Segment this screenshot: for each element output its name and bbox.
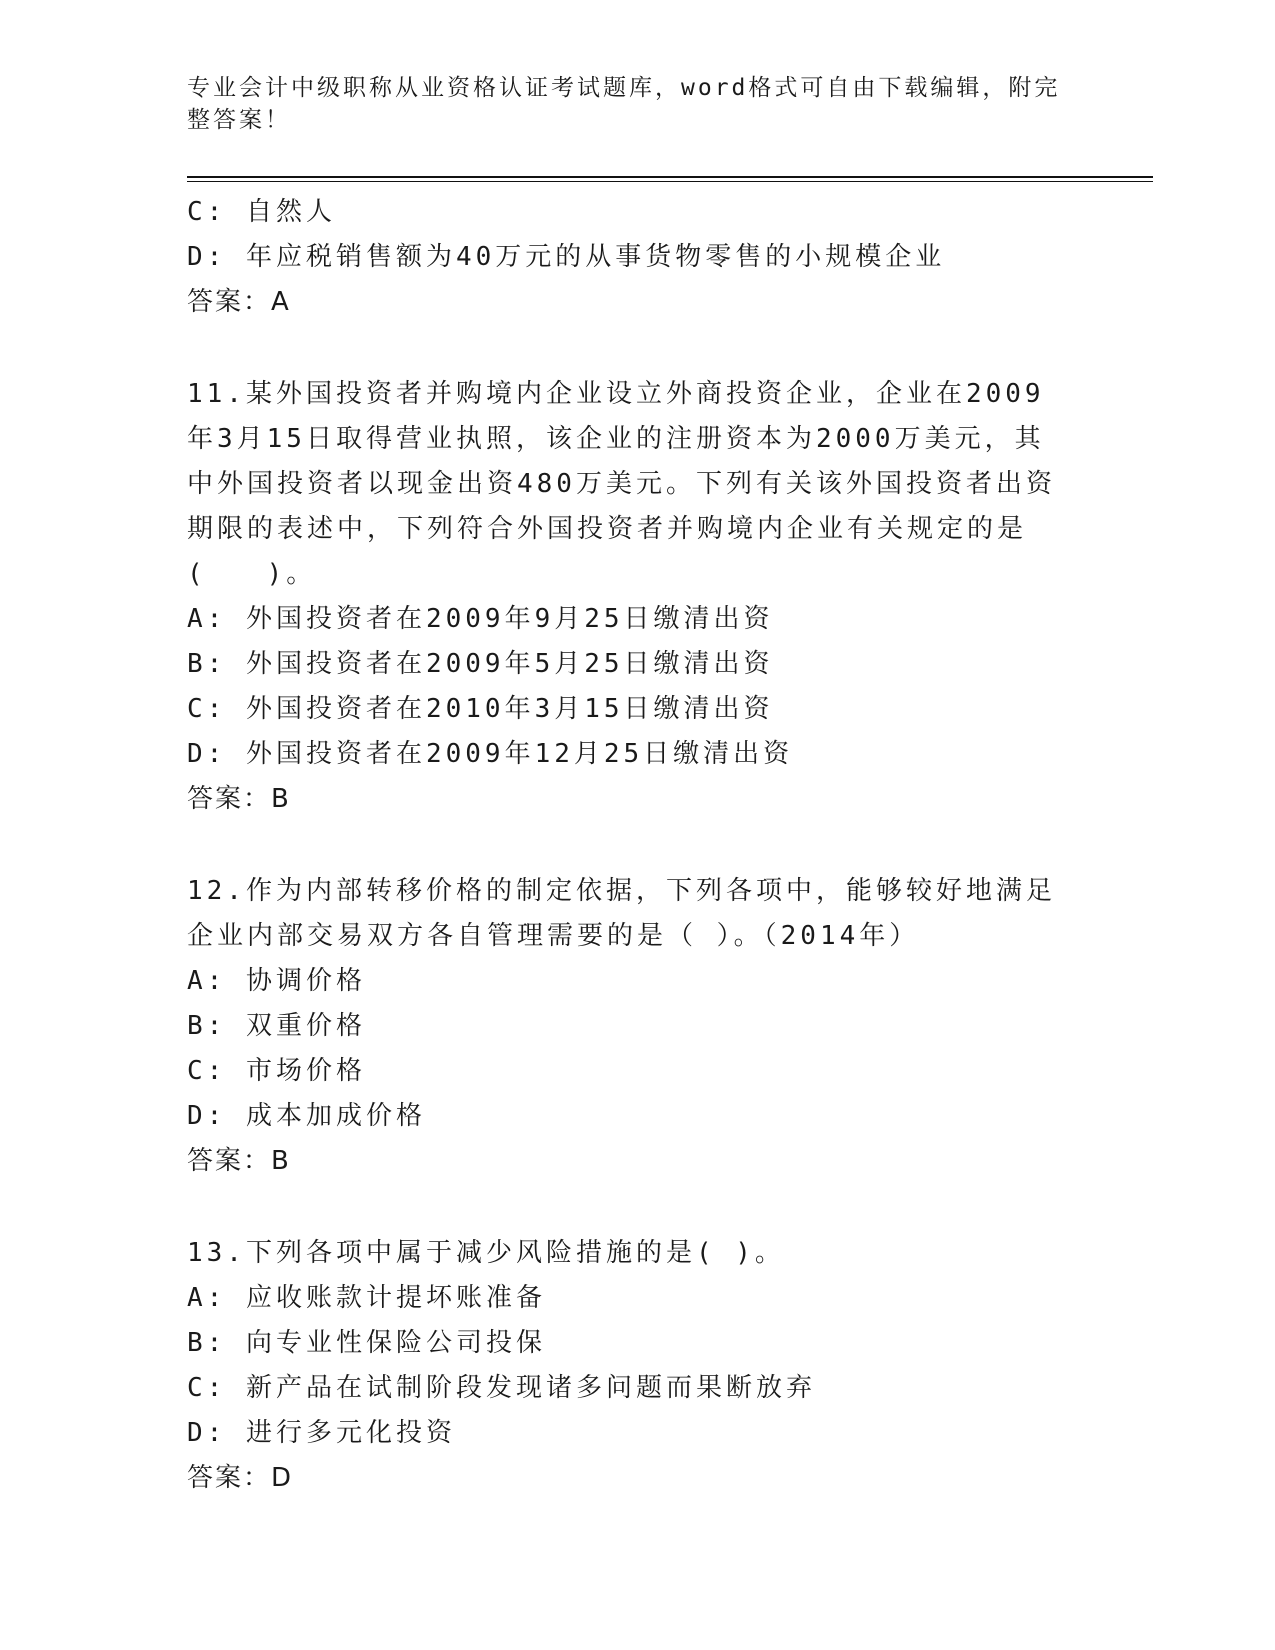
option-c: C: 新产品在试制阶段发现诸多问题而果断放弃: [187, 1373, 816, 1403]
option-d: D: 成本加成价格: [187, 1101, 426, 1131]
option-d: D: 年应税销售额为40万元的从事货物零售的小规模企业: [187, 242, 946, 272]
spacer: [187, 325, 1087, 372]
page-header: 专业会计中级职称从业资格认证考试题库，word格式可自由下载编辑，附完整答案！: [187, 75, 1061, 133]
option-d: D: 进行多元化投资: [187, 1418, 456, 1448]
question-text: 13.下列各项中属于减少风险措施的是( )。: [187, 1238, 785, 1268]
answer-line: 答案：A: [187, 287, 291, 317]
option-b: B: 双重价格: [187, 1011, 366, 1041]
option-d: D: 外国投资者在2009年12月25日缴清出资: [187, 739, 794, 769]
option-a: A: 协调价格: [187, 966, 366, 996]
answer-line: 答案：D: [187, 1463, 294, 1493]
header-divider-thick: [187, 176, 1153, 178]
spacer: [187, 822, 1087, 869]
question-13: [187, 1231, 1087, 1501]
header-divider-thin: [187, 181, 1153, 182]
question-11: [187, 372, 1087, 822]
previous-question-tail: [187, 190, 1087, 325]
option-b: B: 外国投资者在2009年5月25日缴清出资: [187, 649, 774, 679]
answer-line: 答案：B: [187, 1146, 291, 1176]
spacer: [187, 1184, 1087, 1231]
question-text: 12.作为内部转移价格的制定依据，下列各项中，能够较好地满足企业内部交易双方各自管理需要的是（ ）。（2014年）: [187, 876, 1056, 951]
question-text: 11.某外国投资者并购境内企业设立外商投资企业，企业在2009年3月15日取得营业执照，该企业的注册资本为2000万美元，其中外国投资者以现金出资480万美元。下列有关该外国投资者出资期限的表述中，下列符合外国投资者并购境内企业有关规定的是( )。: [187, 379, 1056, 589]
question-12: [187, 869, 1087, 1184]
option-a: A: 外国投资者在2009年9月25日缴清出资: [187, 604, 774, 634]
question-content: [187, 190, 1087, 1501]
answer-line: 答案：B: [187, 784, 291, 814]
option-c: C: 市场价格: [187, 1056, 366, 1086]
option-b: B: 向专业性保险公司投保: [187, 1328, 546, 1358]
option-c: C: 外国投资者在2010年3月15日缴清出资: [187, 694, 774, 724]
option-c: C: 自然人: [187, 197, 336, 227]
option-a: A: 应收账款计提坏账准备: [187, 1283, 546, 1313]
